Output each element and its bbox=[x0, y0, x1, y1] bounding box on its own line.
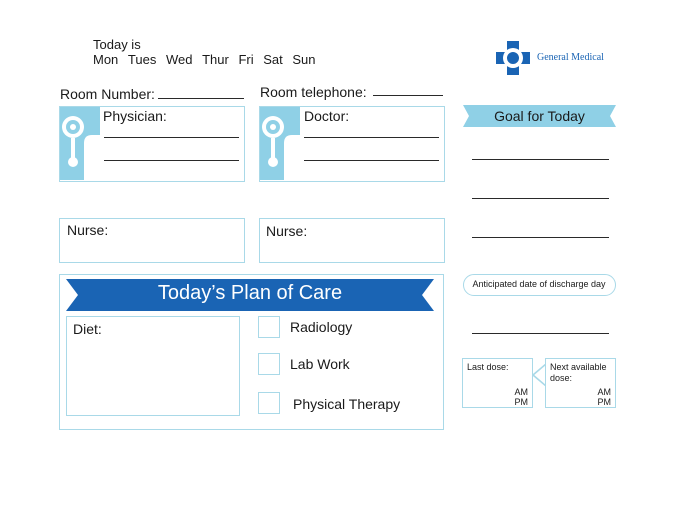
doctor-line-1[interactable] bbox=[304, 137, 439, 138]
room-number-label: Room Number: bbox=[60, 86, 155, 102]
room-telephone-label: Room telephone: bbox=[260, 84, 367, 100]
lab-work-checkbox[interactable] bbox=[258, 353, 280, 375]
last-dose-box[interactable] bbox=[462, 358, 533, 408]
doctor-line-2[interactable] bbox=[304, 160, 439, 161]
discharge-label: Anticipated date of discharge day bbox=[472, 279, 606, 289]
physical-therapy-checkbox[interactable] bbox=[258, 392, 280, 414]
nurse-label-2: Nurse: bbox=[266, 223, 308, 239]
day-sun[interactable]: Sun bbox=[292, 52, 316, 67]
physician-label: Physician: bbox=[103, 108, 167, 124]
radiology-checkbox[interactable] bbox=[258, 316, 280, 338]
next-dose-am: AM bbox=[597, 387, 611, 397]
day-sat[interactable]: Sat bbox=[263, 52, 283, 67]
last-dose-pm: PM bbox=[514, 397, 528, 407]
diet-box[interactable] bbox=[66, 316, 240, 416]
nurse-label-1: Nurse: bbox=[67, 222, 109, 238]
goal-line-1[interactable] bbox=[472, 159, 609, 160]
discharge-pill bbox=[463, 274, 616, 296]
goal-line-3[interactable] bbox=[472, 237, 609, 238]
physician-line-1[interactable] bbox=[104, 137, 239, 138]
last-dose-label: Last dose: bbox=[467, 362, 509, 372]
doctor-badge bbox=[260, 107, 300, 180]
physician-badge bbox=[60, 107, 100, 180]
next-dose-label: Next available dose: bbox=[550, 362, 607, 383]
brand-name: General Medical bbox=[537, 52, 604, 63]
physician-card bbox=[59, 106, 245, 182]
day-mon[interactable]: Mon bbox=[93, 52, 119, 67]
nurse-card-2[interactable] bbox=[259, 218, 445, 263]
day-tues[interactable]: Tues bbox=[127, 52, 157, 67]
plan-of-care-banner bbox=[66, 279, 434, 311]
doctor-label: Doctor: bbox=[304, 108, 350, 124]
day-wed[interactable]: Wed bbox=[165, 52, 193, 67]
diet-label: Diet: bbox=[73, 321, 102, 337]
plan-of-care-title: Today’s Plan of Care bbox=[157, 282, 343, 304]
last-dose-am: AM bbox=[514, 387, 528, 397]
room-telephone-field[interactable] bbox=[373, 95, 443, 96]
discharge-date-field[interactable] bbox=[472, 333, 609, 334]
goal-line-2[interactable] bbox=[472, 198, 609, 199]
weekday-selector bbox=[93, 52, 316, 67]
doctor-card bbox=[259, 106, 445, 182]
medical-cross-icon bbox=[493, 38, 533, 78]
radiology-label: Radiology bbox=[290, 319, 353, 335]
physical-therapy-label: Physical Therapy bbox=[293, 396, 401, 412]
physician-line-2[interactable] bbox=[104, 160, 239, 161]
goal-banner bbox=[463, 105, 616, 127]
day-fri[interactable]: Fri bbox=[238, 52, 254, 67]
stethoscope-icon bbox=[260, 107, 300, 180]
next-dose-pm: PM bbox=[597, 397, 611, 407]
today-label: Today is bbox=[93, 37, 141, 52]
brand-logo bbox=[493, 38, 533, 78]
day-thur[interactable]: Thur bbox=[202, 52, 229, 67]
nurse-card-1[interactable] bbox=[59, 218, 245, 263]
lab-work-label: Lab Work bbox=[290, 356, 350, 372]
goal-title: Goal for Today bbox=[494, 108, 585, 124]
dose-arrow bbox=[532, 364, 546, 386]
room-number-field[interactable] bbox=[158, 98, 244, 99]
next-dose-box[interactable] bbox=[545, 358, 616, 408]
stethoscope-icon bbox=[60, 107, 100, 180]
